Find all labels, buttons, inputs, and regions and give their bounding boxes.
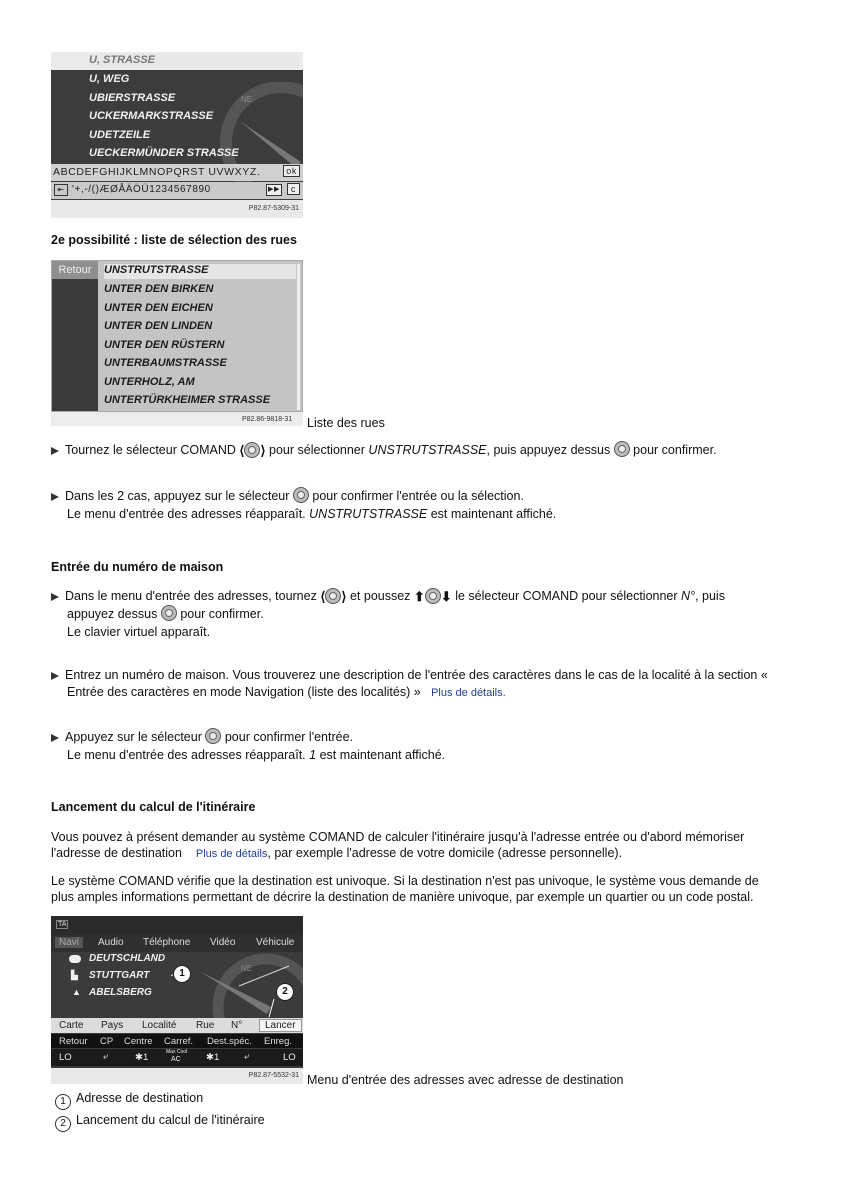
climate-bar [51,1049,303,1066]
step-text: Tournez le sélecteur COMAND [65,443,236,457]
sub-menu-bar [51,1034,303,1048]
paragraph-text: , par exemple l'adresse de votre domicile (adresse personnelle). [267,846,623,860]
press-knob-icon [205,728,221,744]
menu-postcode[interactable]: CP [100,1036,114,1047]
menu-country[interactable]: Pays [101,1020,124,1031]
city-icon: ▙ [71,970,78,980]
bullet-icon [51,493,59,501]
address-menu-screenshot [51,916,303,1084]
press-knob-icon [293,487,309,503]
step-text: appuyez dessus [67,607,158,621]
instruction-step [51,487,524,505]
instruction-result [67,746,445,764]
menu-back[interactable]: Retour [59,1036,88,1047]
keyboard-letters-row[interactable] [51,164,303,181]
tab-vehicle[interactable]: Véhicule [256,937,295,948]
seat-icon[interactable]: ⤶ [244,1051,250,1062]
street-name: UNSTRUTSTRASSE [368,443,487,457]
section-heading: Lancement du calcul de l'itinéraire [51,800,256,814]
menu-save[interactable]: Enreg. [264,1036,292,1047]
start-button[interactable]: Lancer [259,1019,302,1032]
instruction-result: Le clavier virtuel apparaît. [67,625,211,639]
section-heading: Entrée du numéro de maison [51,560,224,574]
section-heading: 2e possibilité : liste de sélection des rues [51,233,297,247]
step-text: Dans le menu d'entrée des adresses, tournez [65,589,317,603]
details-link[interactable]: Plus de détails [195,848,268,860]
bullet-icon [51,672,59,680]
step-text: pour confirmer. [180,607,264,621]
climate-right-temp[interactable]: LO [283,1052,296,1063]
instruction-step [51,441,717,460]
paragraph-line: Vous pouvez à présent demander au système COMAND de calculer l'itinéraire jusqu'à l'adresse entrée ou d'abord mémoriser [51,830,745,844]
keyboard-symbols[interactable]: '+,-/()ÆØÅÄÖÜ1234567890 [72,184,211,195]
list-item[interactable]: UNTERHOLZ, AM [104,376,195,388]
fan-right[interactable]: ✱1 [206,1052,220,1063]
callout-1: 1 [173,965,191,983]
step-text: pour sélectionner [269,443,365,457]
list-item[interactable]: UNTER DEN LINDEN [104,320,213,332]
legend-number: 1 [55,1094,71,1110]
seat-icon[interactable]: ⤶ [103,1051,109,1062]
step-text: est maintenant affiché. [319,748,446,762]
menu-street[interactable]: Rue [196,1020,215,1031]
list-item-selected[interactable]: U, STRASSE [89,54,299,69]
list-item[interactable]: UBIERSTRASSE [89,92,176,104]
menu-house-number[interactable]: N° [231,1020,243,1031]
rotate-knob-icon: ⟨ ⟩ [320,589,347,604]
ok-button[interactable]: ok [283,165,300,177]
list-item[interactable]: UNTER DEN RÜSTERN [104,339,225,351]
legend-text: Lancement du calcul de l'itinéraire [76,1113,265,1127]
street-keyboard-screenshot [51,52,303,218]
step-text: . [502,687,506,699]
scrollbar[interactable] [297,264,300,410]
figure-caption: Liste des rues [307,416,385,430]
step-text: , puis [695,589,725,603]
ta-indicator: TA [58,921,67,928]
menu-special-destination[interactable]: Dest.spéc. [207,1036,252,1047]
menu-city[interactable]: Localité [142,1020,177,1031]
menu-map[interactable]: Carte [59,1020,84,1031]
instruction-step [51,666,768,684]
step-text: est maintenant affiché. [430,507,557,521]
step-text: pour confirmer l'entrée ou la sélection. [312,489,524,503]
step-text: Dans les 2 cas, appuyez sur le sélecteur [65,489,290,503]
address-city[interactable]: STUTTGART [89,970,150,981]
bullet-icon [51,593,59,601]
bullet-icon [51,447,59,455]
press-knob-icon [614,441,630,457]
instruction-step [51,728,353,746]
paragraph-text: l'adresse de destination [51,846,182,860]
rotate-knob-icon: ⟨ ⟩ [239,443,266,458]
legend-text: Adresse de destination [76,1091,204,1105]
list-item[interactable]: UNTER DEN EICHEN [104,302,213,314]
list-item[interactable]: UECKERMÜNDER STRASSE [89,147,239,159]
compass-label: NE [241,964,253,973]
mode-icon[interactable]: ▶▶ [266,184,282,196]
step-text: le sélecteur COMAND pour sélectionner [455,589,678,603]
paragraph-line [51,845,744,862]
menu-crossroads[interactable]: Carref. [164,1036,194,1047]
back-button[interactable]: Retour [52,261,98,279]
list-item[interactable]: UNTERTÜRKHEIMER STRASSE [104,394,271,406]
figure-reference: P82.87-5309-31 [51,200,303,218]
step-text: Entrée des caractères en mode Navigation (liste des localités) » [67,685,421,699]
press-knob-icon [161,605,177,621]
list-item[interactable]: UNTER DEN BIRKEN [104,283,214,295]
legend-item [55,1113,265,1132]
tab-video[interactable]: Vidéo [210,937,236,948]
street-name: UNSTRUTSTRASSE [309,507,428,521]
push-knob-icon: ⬆ ⬇ [413,589,452,604]
list-item[interactable]: U, WEG [89,73,130,85]
details-link[interactable]: Plus de détails [431,687,503,699]
paragraph-line: plus amples informations permettant de décrire la destination de manière univoque, par exemple un quartier ou un code postal. [51,890,754,904]
address-menu-bar [51,1018,303,1033]
step-text: Appuyez sur le sélecteur [65,730,202,744]
clear-button[interactable]: c [287,183,300,195]
back-icon[interactable]: ⇤ [54,184,68,196]
street-icon: ▲ [72,987,81,997]
step-text: Le menu d'entrée des adresses réapparaît. [67,748,306,762]
side-panel [52,261,98,412]
list-item[interactable]: UDETZEILE [89,129,151,141]
tab-navi[interactable]: Navi [55,937,83,948]
tab-audio[interactable]: Audio [98,937,124,948]
figure-caption: Menu d'entrée des adresses avec adresse de destination [307,1073,624,1087]
keyboard-letters[interactable]: ABCDEFGHIJKLMNOPQRST UVWXYZ. [53,166,261,178]
tab-telephone[interactable]: Téléphone [143,937,191,948]
figure-reference: P82.87-5532-31 [51,1068,303,1084]
figure-reference: P82.86-9818-31 [242,416,293,423]
compass-label: NE [241,95,253,104]
step-text: et poussez [349,589,411,603]
max-cool-label: Max Cool [166,1049,188,1055]
field-name: N° [681,589,696,603]
address-street[interactable]: ABELSBERG [89,987,152,998]
house-number: 1 [309,748,317,762]
menu-centre[interactable]: Centre [124,1036,153,1047]
bullet-icon [51,734,59,742]
list-item[interactable]: UCKERMARKSTRASSE [89,110,214,122]
step-text: Entrez un numéro de maison. Vous trouverez une description de l'entrée des caractères dans le cas de la localité à la section « [65,668,768,682]
paragraph [51,829,744,862]
ac-button[interactable]: AC [171,1056,181,1063]
callout-2: 2 [276,983,294,1001]
instruction-step [51,587,725,606]
street-list-screenshot [51,260,303,412]
instruction-continuation [67,683,506,702]
address-country[interactable]: DEUTSCHLAND [89,953,166,964]
step-text: Le menu d'entrée des adresses réapparaît. [67,507,306,521]
instruction-result [67,505,556,523]
fan-left[interactable]: ✱1 [135,1052,149,1063]
legend-number: 2 [55,1116,71,1132]
paragraph [51,873,759,905]
list-item-selected[interactable]: UNSTRUTSTRASSE [104,264,296,279]
step-text: pour confirmer. [633,443,717,457]
keyboard-symbols-row[interactable] [51,182,303,199]
climate-left-temp[interactable]: LO [59,1052,72,1063]
legend-item [55,1091,203,1110]
paragraph-line: Le système COMAND vérifie que la destination est univoque. Si la destination n'est pas univoque, le système vous demande de [51,874,759,888]
list-item[interactable]: UNTERBAUMSTRASSE [104,357,227,369]
instruction-continuation [67,605,264,623]
step-text: pour confirmer l'entrée. [224,730,353,744]
step-text: , puis appuyez dessus [486,443,611,457]
